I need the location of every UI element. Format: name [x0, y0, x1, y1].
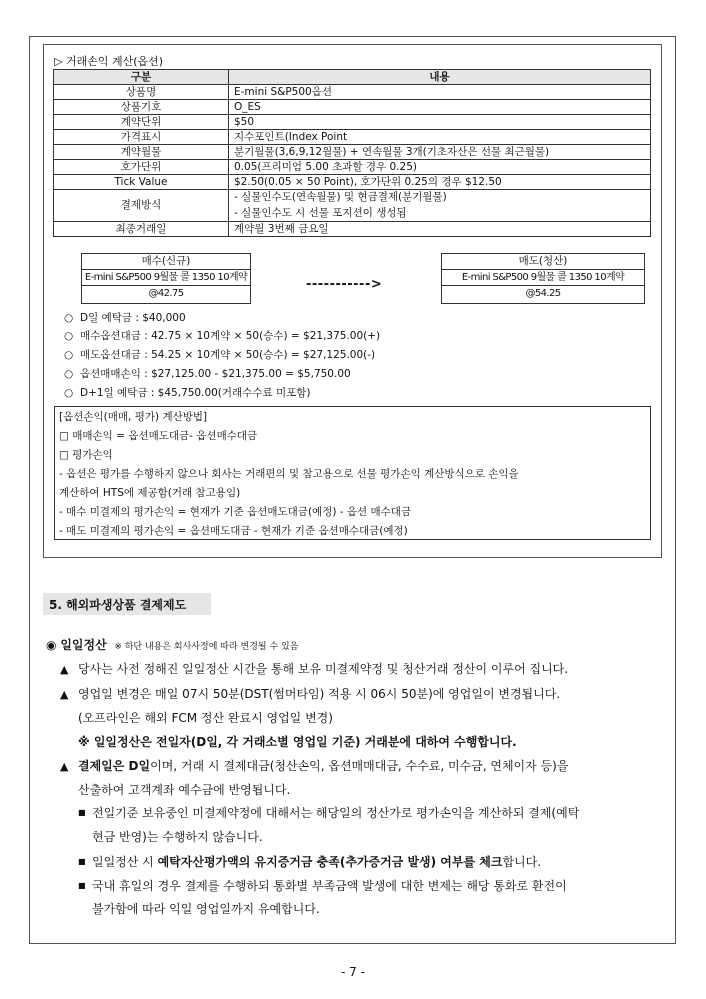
box-title: ▷ 거래손익 계산(옵션) [54, 55, 164, 68]
row-value-line: - 실물인수도 시 선물 포지션이 생성됨 [234, 207, 407, 219]
calc-line [64, 385, 310, 400]
table-row [54, 145, 651, 160]
method-line: □ 매매손익 = 옵션매도대금- 옵션매수대금 [59, 430, 258, 442]
buy-box-price: @42.75 [148, 288, 184, 299]
row-label: 계약월물 [54, 145, 229, 160]
sub-paragraph [78, 804, 579, 821]
row-label: 호가단위 [54, 160, 229, 175]
row-label: 가격표시 [54, 130, 229, 145]
circle-bullet-icon: ○ [64, 349, 74, 361]
calc-line [64, 366, 351, 381]
paragraph-text: 영업일 변경은 매일 07시 50분(DST(썸머타임) 적용 시 06시 50분)에 영업일이 변경됩니다. [78, 687, 561, 701]
table-row [54, 85, 651, 100]
calc-line [64, 310, 186, 325]
row-value: $2.50(0.05 × 50 Point), 호가단위 0.25의 경우 $12.50 [229, 175, 651, 190]
paragraph-text-bold: ※ 일일정산은 전일자(D일, 각 거래소별 영업일 기준) 거래분에 대하여 수행합니다. [78, 735, 517, 749]
triangle-bullet-icon: ▲ [60, 688, 69, 701]
page-number: - 7 - [341, 965, 365, 979]
method-line: [옵션손익(매매, 평가) 계산방법] [59, 411, 208, 423]
sub-paragraph [78, 877, 567, 894]
calc-text: 매수옵션대금 : 42.75 × 10계약 × 50(승수) = $21,375.00(+) [80, 330, 381, 342]
target-bullet-icon: ◉ [46, 638, 57, 652]
sell-box [441, 253, 645, 304]
table-row [54, 100, 651, 115]
circle-bullet-icon: ○ [64, 330, 74, 342]
table-row [54, 130, 651, 145]
row-label: 최종거래일 [54, 222, 229, 237]
paragraph-text: 국내 휴일의 경우 결제를 수행하되 통화별 부족금액 발생에 대한 변제는 해당 통화로 환전이 [92, 879, 567, 893]
row-value-line: - 실물인수도(연속월물) 및 현금결제(분기월물) [234, 191, 447, 203]
calc-text: D+1일 예탁금 : $45,750.00(거래수수료 미포함) [80, 387, 311, 399]
section-heading-text: 5. 해외파생상품 결제제도 [49, 598, 187, 612]
square-bullet-icon: ■ [78, 881, 86, 890]
calc-line [64, 328, 380, 343]
table-header-row [54, 70, 651, 85]
calc-text: 옵션매매손익 : $27,125.00 - $21,375.00 = $5,750.00 [80, 368, 351, 380]
spec-table [53, 69, 651, 237]
paragraph [60, 685, 560, 702]
row-label: 상품기호 [54, 100, 229, 115]
paragraph-text: 이며, 거래 시 결제대금(청산손익, 옵션매매대금, 수수료, 미수금, 연체이자 등)을 [150, 759, 569, 773]
paragraph-text: (오프라인은 해외 FCM 정산 완료시 영업일 변경) [78, 711, 333, 725]
paragraph-text-bold: 결제일은 D일 [78, 759, 151, 773]
paragraph-text: 일일정산 시 [92, 855, 158, 869]
sub-paragraph [78, 853, 541, 870]
sell-box-price: @54.25 [525, 288, 561, 299]
row-value: E-mini S&P500옵션 [229, 85, 651, 100]
row-value: O_ES [229, 100, 651, 115]
method-line: - 옵션은 평가를 수행하지 않으나 회사는 거래편의 및 참고용으로 선물 평가손익 계산방식으로 손익을 [59, 468, 519, 480]
calc-text: D일 예탁금 : $40,000 [80, 312, 186, 324]
row-value: $50 [229, 115, 651, 130]
paragraph [60, 757, 568, 774]
table-row [54, 160, 651, 175]
paragraph [60, 660, 568, 677]
buy-box-header: 매수(신규) [82, 254, 250, 270]
sell-box-header: 매도(청산) [442, 254, 644, 270]
row-label: 계약단위 [54, 115, 229, 130]
section-heading [43, 593, 211, 615]
row-label: Tick Value [54, 175, 229, 190]
paragraph-text: 현금 반영)는 수행하지 않습니다. [92, 830, 263, 844]
method-line: - 매수 미결제의 평가손익 = 현재가 기준 옵션매도대금(예정) - 옵션 매수대금 [59, 506, 412, 518]
row-value: 0.05(프리미엄 5.00 초과할 경우 0.25) [229, 160, 651, 175]
paragraph-text: 불가함에 따라 익일 영업일까지 유예합니다. [92, 902, 320, 916]
square-bullet-icon: ■ [78, 808, 86, 817]
buy-box-contract: E-mini S&P500 9월물 콜 1350 10계약 [82, 270, 250, 286]
daily-settlement-note: ※ 하단 내용은 회사사정에 따라 변경될 수 있음 [114, 642, 299, 652]
trade-arrow: -----------> [306, 277, 383, 292]
table-row [54, 190, 651, 222]
row-value: 분기월물(3,6,9,12월물) + 연속월물 3개(기초자산은 선물 최근월물) [229, 145, 651, 160]
circle-bullet-icon: ○ [64, 387, 74, 399]
method-line: - 매도 미결제의 평가손익 = 옵션매도대금 - 현재가 기준 옵션매수대금(예정) [59, 525, 408, 537]
table-row [54, 222, 651, 237]
method-line: □ 평가손익 [59, 449, 113, 461]
method-line: 계산하여 HTS에 제공함(거래 참고용임) [59, 487, 241, 499]
calc-line [64, 347, 375, 362]
header-cell: 내용 [229, 70, 651, 85]
sell-box-contract: E-mini S&P500 9월물 콜 1350 10계약 [442, 270, 644, 286]
table-row [54, 175, 651, 190]
paragraph-text: 전일기준 보유중인 미결제약정에 대해서는 해당일의 정산가로 평가손익을 계산하되 결제(예탁 [92, 806, 580, 820]
row-label: 결제방식 [54, 190, 229, 222]
paragraph-text: 당사는 사전 정해진 일일정산 시간을 통해 보유 미결제약정 및 청산거래 정산이 이루어 집니다. [78, 662, 569, 676]
paragraph-text: 합니다. [502, 855, 542, 869]
circle-bullet-icon: ○ [64, 312, 74, 324]
paragraph-text: 산출하여 고객계좌 예수금에 반영됩니다. [78, 783, 291, 797]
triangle-bullet-icon: ▲ [60, 760, 69, 773]
circle-bullet-icon: ○ [64, 368, 74, 380]
row-value: 지수포인트(Index Point [229, 130, 651, 145]
daily-settlement-heading [46, 636, 298, 653]
calc-text: 매도옵션대금 : 54.25 × 10계약 × 50(승수) = $27,125.00(-) [80, 349, 376, 361]
calc-method-box [54, 406, 651, 540]
header-cell: 구분 [54, 70, 229, 85]
square-bullet-icon: ■ [78, 857, 86, 866]
row-value: 계약월 3번째 금요일 [229, 222, 651, 237]
table-row [54, 115, 651, 130]
daily-settlement-title: 일일정산 [60, 638, 107, 652]
row-value [229, 190, 651, 222]
row-label: 상품명 [54, 85, 229, 100]
buy-box [81, 253, 251, 304]
paragraph-text-bold: 예탁자산평가액의 유지증거금 충족(추가증거금 발생) 여부를 체크 [157, 855, 503, 869]
triangle-bullet-icon: ▲ [60, 663, 69, 676]
